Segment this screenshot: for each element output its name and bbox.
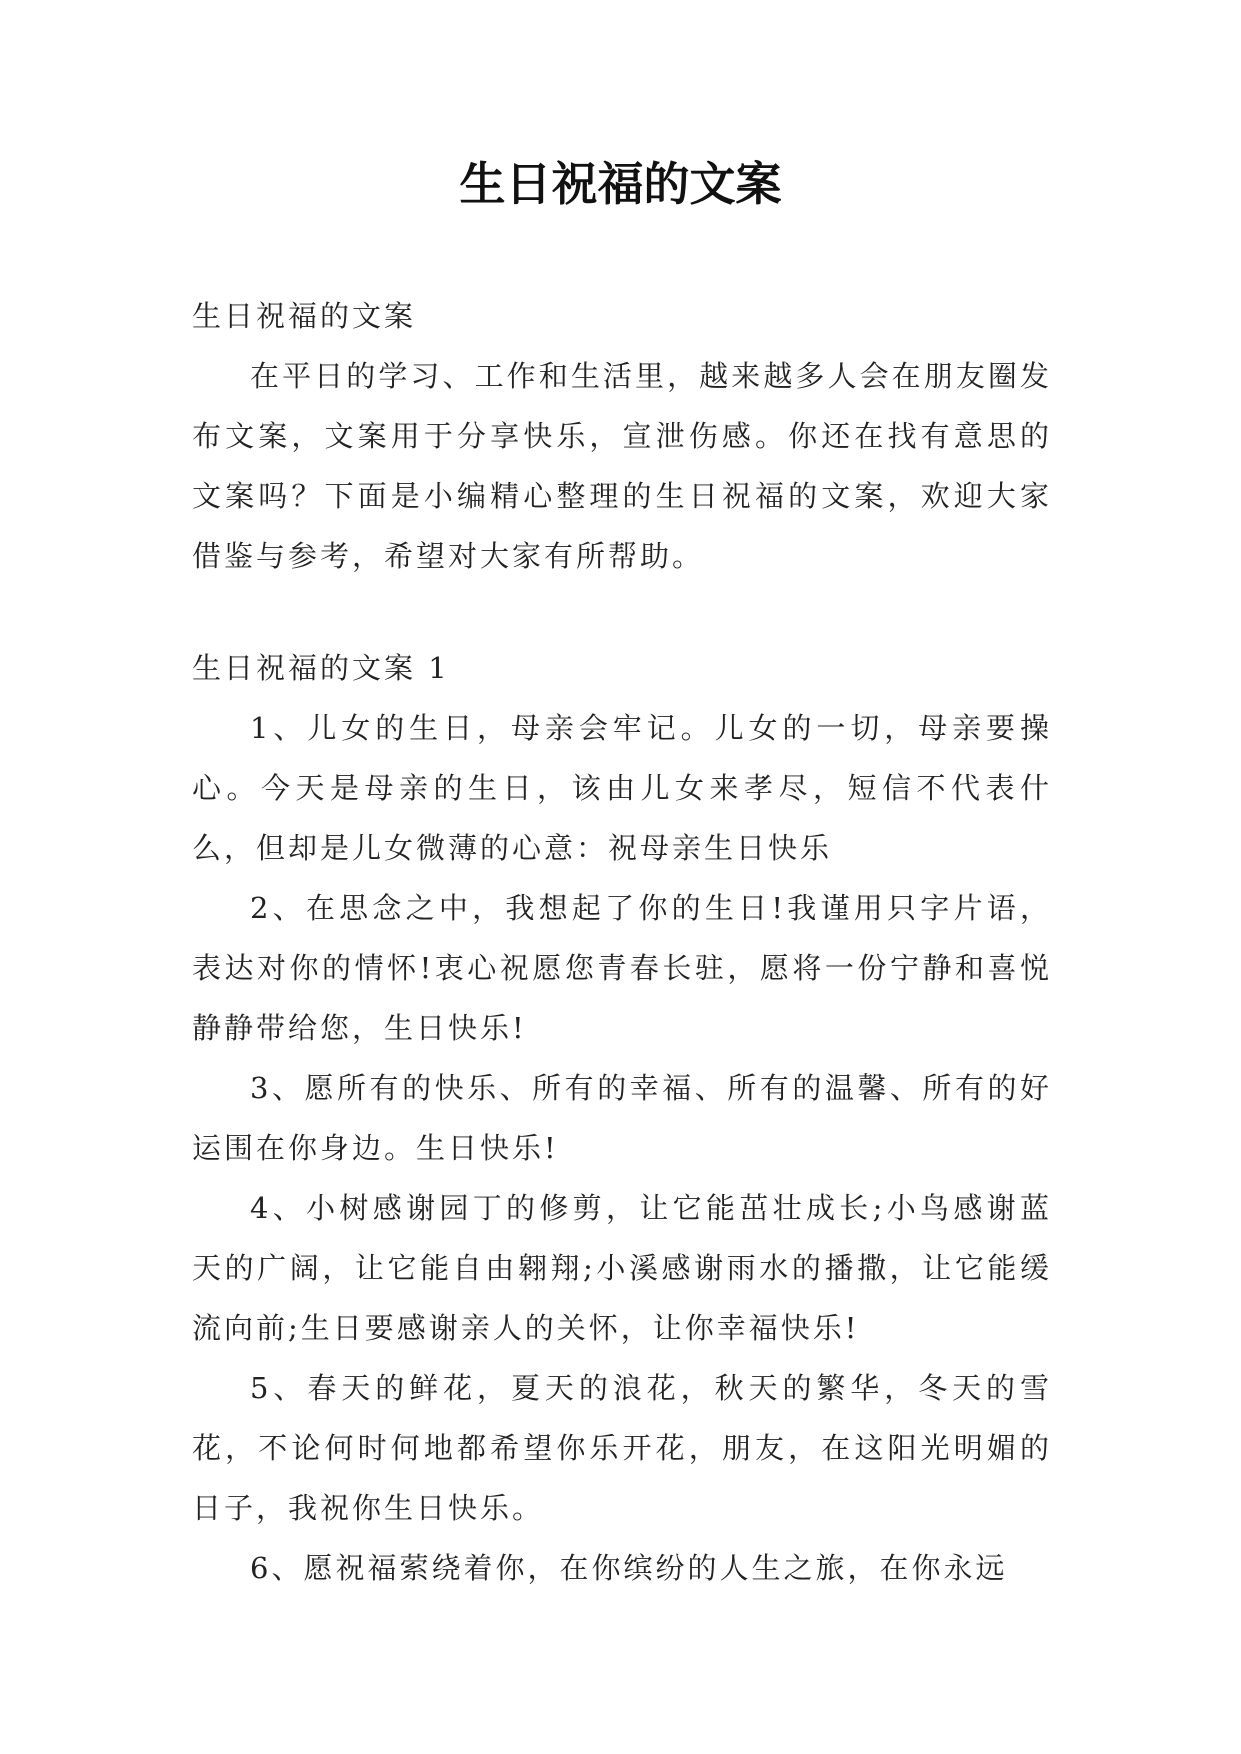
list-item: 3、愿所有的快乐、所有的幸福、所有的温馨、所有的好运围在你身边。生日快乐! [192,1071,1052,1165]
section1-heading: 生日祝福的文案 1 [192,651,450,685]
list-item: 2、在思念之中，我想起了你的生日!我谨用只字片语，表达对你的情怀!衷心祝愿您青春长驻，愿将一份宁静和喜悦静静带给您，生日快乐! [192,891,1052,1045]
section-spacer [192,586,1052,638]
document-body [192,286,1052,1598]
list-item: 1、儿女的生日，母亲会牢记。儿女的一切，母亲要操心。今天是母亲的生日，该由儿女来孝尽，短信不代表什么，但却是儿女微薄的心意：祝母亲生日快乐 [192,711,1052,865]
list-item: 4、小树感谢园丁的修剪，让它能茁壮成长;小鸟感谢蓝天的广阔，让它能自由翱翔;小溪感谢雨水的播撒，让它能缓流向前;生日要感谢亲人的关怀，让你幸福快乐! [192,1191,1052,1345]
intro-heading: 生日祝福的文案 [192,299,417,333]
intro-paragraph: 在平日的学习、工作和生活里，越来越多人会在朋友圈发布文案，文案用于分享快乐，宣泄伤感。你还在找有意思的文案吗？下面是小编精心整理的生日祝福的文案，欢迎大家借鉴与参考，希望对大家有所帮助。 [192,359,1052,573]
list-item: 5、春天的鲜花，夏天的浪花，秋天的繁华，冬天的雪花，不论何时何地都希望你乐开花，朋友，在这阳光明媚的日子，我祝你生日快乐。 [192,1371,1052,1525]
document-title: 生日祝福的文案 [459,157,782,211]
list-item: 6、愿祝福萦绕着你，在你缤纷的人生之旅，在你永远 [250,1551,1008,1585]
